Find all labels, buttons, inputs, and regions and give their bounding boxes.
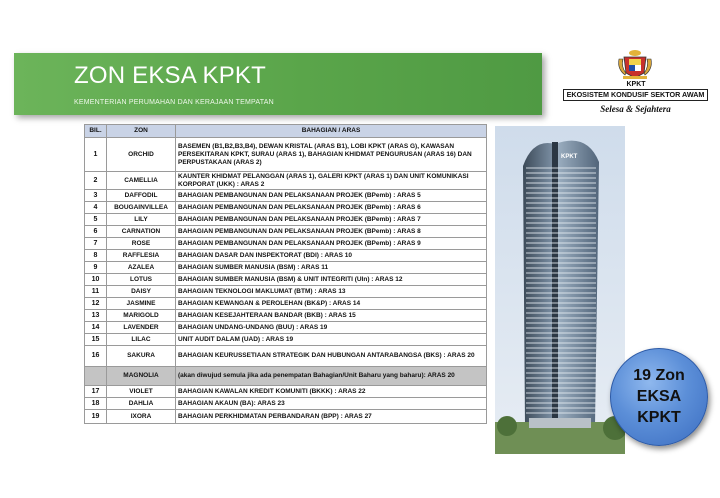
page-title: ZON EKSA KPKT <box>74 62 266 89</box>
zone-name: ROSE <box>107 238 176 250</box>
table-row <box>85 346 487 367</box>
zone-name: LAVENDER <box>107 322 176 334</box>
division-floor: BAHAGIAN SUMBER MANUSIA (BSM) : ARAS 11 <box>176 262 487 274</box>
division-floor: BAHAGIAN DASAR DAN INSPEKTORAT (BDI) : ARAS 10 <box>176 250 487 262</box>
table-row <box>85 334 487 346</box>
badge-line-1: 19 Zon <box>633 367 685 384</box>
kpkt-logo <box>563 49 708 117</box>
zone-table <box>84 124 487 424</box>
table-row <box>85 202 487 214</box>
zone-name: LOTUS <box>107 274 176 286</box>
header-bil: BIL. <box>85 125 107 138</box>
zone-name: JASMINE <box>107 298 176 310</box>
division-floor: UNIT AUDIT DALAM (UAD) : ARAS 19 <box>176 334 487 346</box>
logo-program: EKOSISTEM KONDUSIF SEKTOR AWAM <box>563 89 708 101</box>
header-zon: ZON <box>107 125 176 138</box>
division-floor: BAHAGIAN PERKHIDMATAN PERBANDARAN (BPP) : ARAS 27 <box>176 410 487 424</box>
division-floor: (akan diwujud semula jika ada penempatan Bahagian/Unit Baharu yang baharu): ARAS 20 <box>176 367 487 386</box>
row-number <box>85 367 107 386</box>
zone-name: VIOLET <box>107 386 176 398</box>
row-number: 15 <box>85 334 107 346</box>
table-row <box>85 310 487 322</box>
zone-table-body <box>85 138 487 424</box>
row-number: 8 <box>85 250 107 262</box>
division-floor: BAHAGIAN PEMBANGUNAN DAN PELAKSANAAN PROJEK (BPemb) : ARAS 6 <box>176 202 487 214</box>
division-floor: BAHAGIAN TEKNOLOGI MAKLUMAT (BTM) : ARAS 13 <box>176 286 487 298</box>
header-bahagian: BAHAGIAN / ARAS <box>176 125 487 138</box>
zone-name: BOUGAINVILLEA <box>107 202 176 214</box>
row-number: 19 <box>85 410 107 424</box>
table-row <box>85 410 487 424</box>
zone-name: DAHLIA <box>107 398 176 410</box>
table-row <box>85 286 487 298</box>
table-row <box>85 262 487 274</box>
table-row <box>85 367 487 386</box>
zone-name: CAMELLIA <box>107 172 176 190</box>
table-row <box>85 398 487 410</box>
coat-of-arms-icon <box>615 49 655 81</box>
division-floor: BAHAGIAN PEMBANGUNAN DAN PELAKSANAAN PROJEK (BPemb) : ARAS 7 <box>176 214 487 226</box>
table-row <box>85 322 487 334</box>
row-number: 6 <box>85 226 107 238</box>
division-floor: BAHAGIAN PEMBANGUNAN DAN PELAKSANAAN PROJEK (BPemb) : ARAS 5 <box>176 190 487 202</box>
table-row <box>85 214 487 226</box>
row-number: 3 <box>85 190 107 202</box>
row-number: 5 <box>85 214 107 226</box>
table-row <box>85 238 487 250</box>
row-number: 4 <box>85 202 107 214</box>
zone-name: MARIGOLD <box>107 310 176 322</box>
zone-name: DAISY <box>107 286 176 298</box>
zone-name: AZALEA <box>107 262 176 274</box>
row-number: 16 <box>85 346 107 367</box>
division-floor: BAHAGIAN KEURUSSETIAAN STRATEGIK DAN HUBUNGAN ANTARABANGSA (BKS) : ARAS 20 <box>176 346 487 367</box>
division-floor: BAHAGIAN KAWALAN KREDIT KOMUNITI (BKKK) : ARAS 22 <box>176 386 487 398</box>
division-floor: BAHAGIAN PEMBANGUNAN DAN PELAKSANAAN PROJEK (BPemb) : ARAS 9 <box>176 238 487 250</box>
page-subtitle: KEMENTERIAN PERUMAHAN DAN KERAJAAN TEMPATAN <box>74 99 274 106</box>
row-number: 13 <box>85 310 107 322</box>
table-row <box>85 190 487 202</box>
logo-slogan: Selesa & Sejahtera <box>600 104 671 114</box>
zone-name: LILY <box>107 214 176 226</box>
zone-name: SAKURA <box>107 346 176 367</box>
row-number: 2 <box>85 172 107 190</box>
table-row <box>85 226 487 238</box>
row-number: 18 <box>85 398 107 410</box>
row-number: 10 <box>85 274 107 286</box>
table-row <box>85 138 487 172</box>
zone-name: ORCHID <box>107 138 176 172</box>
zone-name: MAGNOLIA <box>107 367 176 386</box>
division-floor: BAHAGIAN PEMBANGUNAN DAN PELAKSANAAN PROJEK (BPemb) : ARAS 8 <box>176 226 487 238</box>
zone-name: RAFFLESIA <box>107 250 176 262</box>
logo-brand: KPKT <box>626 81 646 88</box>
zone-count-badge <box>610 348 708 446</box>
title-banner <box>14 53 542 115</box>
division-floor: BAHAGIAN UNDANG-UNDANG (BUU) : ARAS 19 <box>176 322 487 334</box>
table-row <box>85 274 487 286</box>
svg-text:KPKT: KPKT <box>561 154 578 160</box>
division-floor: KAUNTER KHIDMAT PELANGGAN (ARAS 1), GALERI KPKT (ARAS 1) DAN UNIT KOMUNIKASI KORPORAT (UKK) : ARAS 2 <box>176 172 487 190</box>
badge-line-2: EKSA <box>636 388 682 405</box>
kpkt-tower-image <box>495 126 625 454</box>
division-floor: BAHAGIAN SUMBER MANUSIA (BSM) & UNIT INTEGRITI (UIn) : ARAS 12 <box>176 274 487 286</box>
badge-line-3: KPKT <box>637 409 681 426</box>
zone-name: DAFFODIL <box>107 190 176 202</box>
row-number: 12 <box>85 298 107 310</box>
row-number: 9 <box>85 262 107 274</box>
zone-name: IXORA <box>107 410 176 424</box>
table-row <box>85 298 487 310</box>
row-number: 7 <box>85 238 107 250</box>
table-row <box>85 250 487 262</box>
zone-name: LILAC <box>107 334 176 346</box>
zone-name: CARNATION <box>107 226 176 238</box>
row-number: 14 <box>85 322 107 334</box>
table-row <box>85 386 487 398</box>
table-row <box>85 172 487 190</box>
division-floor: BAHAGIAN AKAUN (BA): ARAS 23 <box>176 398 487 410</box>
division-floor: BAHAGIAN KESEJAHTERAAN BANDAR (BKB) : ARAS 15 <box>176 310 487 322</box>
table-header-row <box>85 125 487 138</box>
division-floor: BASEMEN (B1,B2,B3,B4), DEWAN KRISTAL (ARAS B1), LOBI KPKT (ARAS G), KAWASAN PERSEKITARAN KPKT, SURAU (ARAS 1), BAHAGIAN KHIDMAT PENGURUSAN (ARAS 16) DAN PERPUSTAKAAN (ARAS 2) <box>176 138 487 172</box>
row-number: 1 <box>85 138 107 172</box>
division-floor: BAHAGIAN KEWANGAN & PEROLEHAN (BK&P) : ARAS 14 <box>176 298 487 310</box>
row-number: 17 <box>85 386 107 398</box>
row-number: 11 <box>85 286 107 298</box>
